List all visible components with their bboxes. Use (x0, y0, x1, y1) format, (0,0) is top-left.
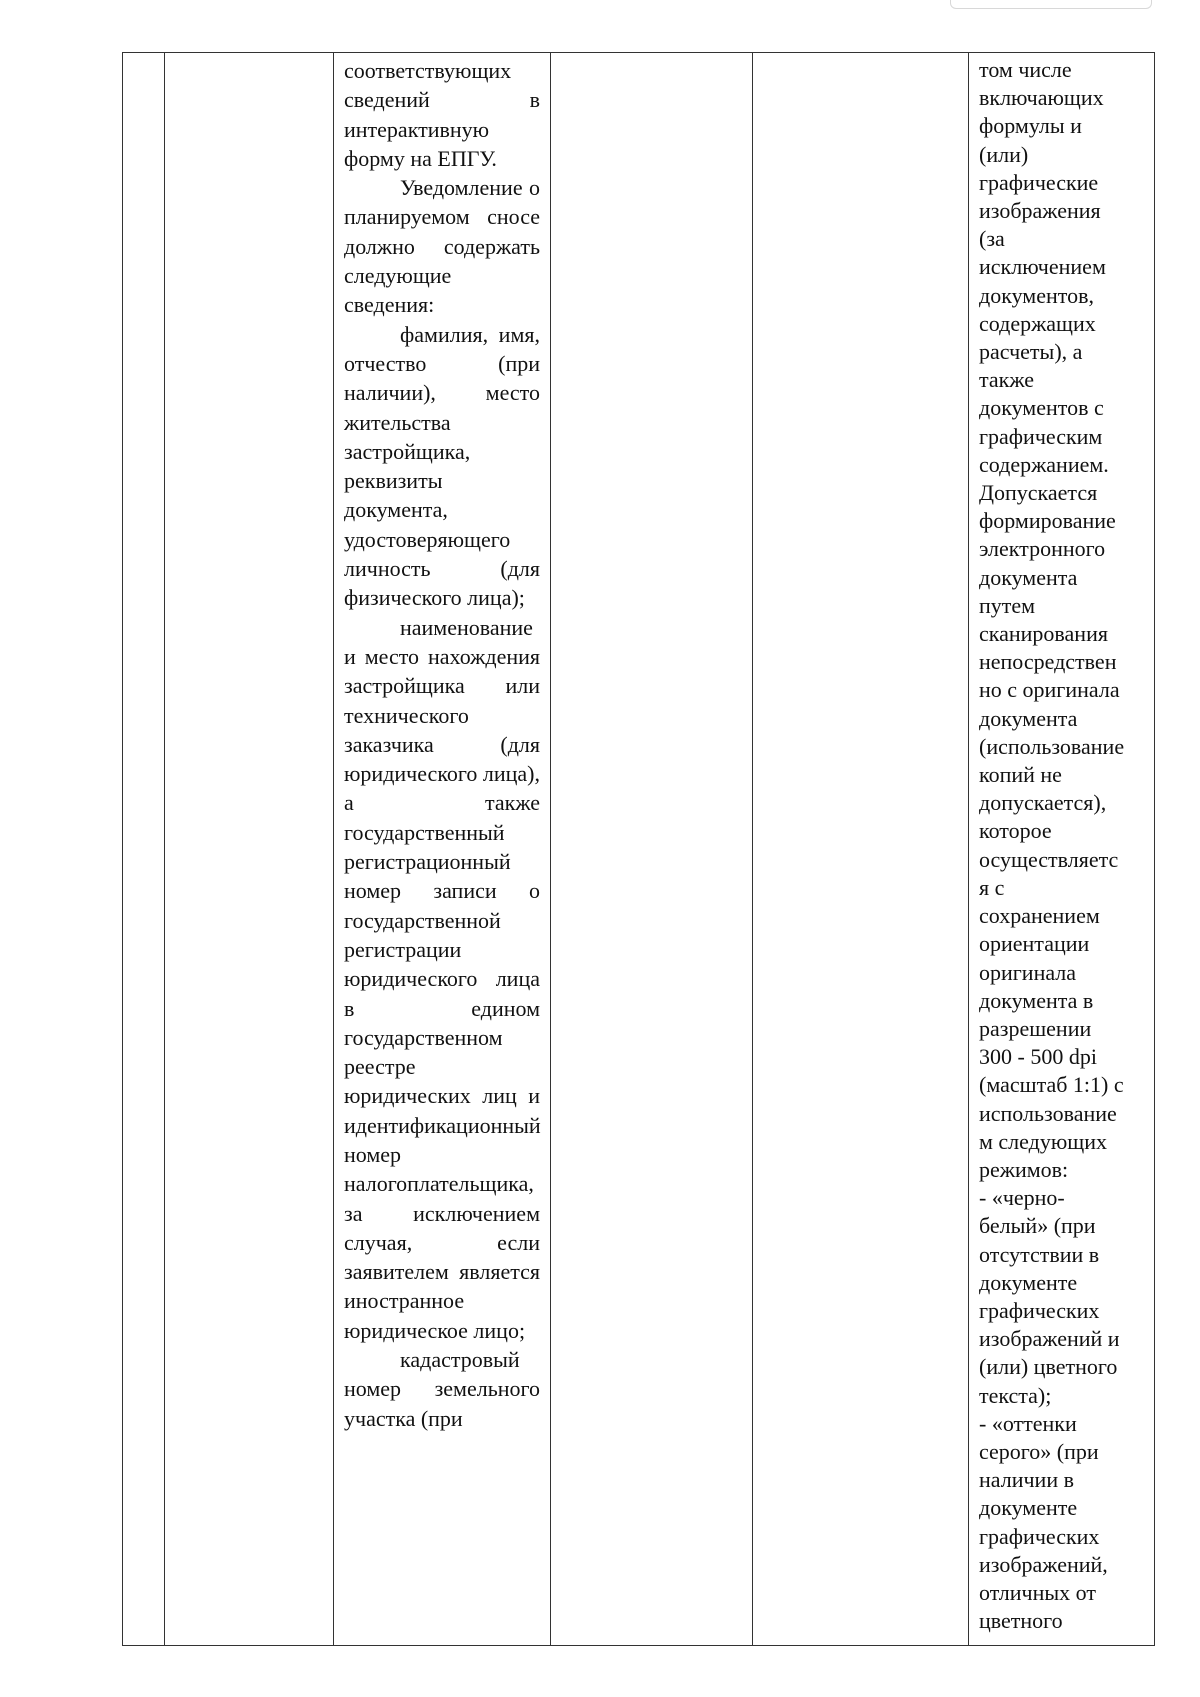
col6-line: содержанием. (979, 451, 1109, 477)
col6-line: серого» (при (979, 1438, 1099, 1464)
col6-line: использование (979, 1100, 1117, 1126)
col6-line: 300 - 500 dpi (979, 1044, 1097, 1070)
col6-line: я с (979, 874, 1005, 900)
col6-line: документа (979, 705, 1078, 731)
col6-line: формирование (979, 508, 1116, 534)
col6-line: белый» (при (979, 1213, 1096, 1239)
col6-line: документов, (979, 282, 1094, 308)
col6-line: изображения (979, 198, 1101, 224)
col6-line: (или) (979, 141, 1029, 167)
col6-line: разрешении (979, 1015, 1092, 1041)
col6-line: режимов: (979, 1156, 1069, 1182)
col6-line: графических (979, 1523, 1100, 1549)
col6-line: допускается), (979, 790, 1107, 816)
table-row (123, 53, 1155, 1646)
col6-line: документа в (979, 987, 1094, 1013)
col6-line: - «черно- (979, 1185, 1065, 1211)
col6-line: формулы и (979, 113, 1082, 139)
col6-line: оригинала (979, 959, 1077, 985)
col6-line: документа (979, 564, 1078, 590)
col6-line: (или) цветного (979, 1354, 1118, 1380)
col6-line: документе (979, 1269, 1078, 1295)
col6-line: графических (979, 1297, 1100, 1323)
col6-line: расчеты), а (979, 339, 1083, 365)
col3-paragraph: наименование и место нахождения застройщика или технического заказчика (для юридического лица), а также государственный регистрационный номер записи о государственной регистрации юридического лица в едином государственном реестре юридических лиц и идентификационный номер налогоплательщика, за исключением случая, если заявителем является иностранное юридическое лицо; (344, 614, 541, 1343)
col6-line: ориентации (979, 931, 1090, 957)
col6-text (969, 53, 1154, 1635)
col3-paragraph: соответствующих сведений в интерактивную форму на ЕПГУ. (344, 58, 540, 171)
col6-line: Допускается (979, 480, 1098, 506)
table-cell-col5 (753, 53, 969, 1646)
document-table (122, 52, 1155, 1646)
col6-line: наличии в (979, 1467, 1074, 1493)
col6-line: документе (979, 1495, 1078, 1521)
table-cell-col6 (969, 53, 1155, 1646)
col6-line: которое (979, 818, 1052, 844)
col3-paragraph: фамилия, имя, отчество (при наличии), место жительства застройщика, реквизиты документа, удостоверяющего личность (для физического лица); (344, 321, 540, 611)
col6-line: отсутствии в (979, 1241, 1100, 1267)
table-cell-col2 (165, 53, 334, 1646)
col6-line: отличных от (979, 1579, 1096, 1605)
col6-line: графические (979, 169, 1099, 195)
col6-line: цветного (979, 1608, 1063, 1634)
col6-line: (за (979, 226, 1005, 252)
table-cell-col3 (334, 53, 551, 1646)
table-cell-col4 (551, 53, 753, 1646)
col6-line: изображений, (979, 1551, 1108, 1577)
col6-line: электронного (979, 536, 1106, 562)
col6-line: текста); (979, 1382, 1052, 1408)
col6-line: осуществляетс (979, 846, 1119, 872)
col6-line: - «оттенки (979, 1410, 1077, 1436)
col6-line: но с оригинала (979, 677, 1120, 703)
col6-line: путем (979, 592, 1036, 618)
table-cell-col1 (123, 53, 165, 1646)
col6-line: непосредствен (979, 649, 1117, 675)
col6-line: (использование (979, 733, 1125, 759)
col6-line: содержащих (979, 310, 1096, 336)
col3-paragraph: кадастровый номер земельного участка (при (344, 1347, 540, 1431)
col3-text (334, 53, 550, 1433)
page-header-mark (950, 0, 1152, 9)
col6-line: изображений и (979, 1326, 1120, 1352)
col6-line: м следующих (979, 1128, 1107, 1154)
col6-line: том числе (979, 57, 1072, 82)
col6-line: исключением (979, 254, 1106, 280)
col6-line: сохранением (979, 903, 1100, 929)
col6-line: копий не (979, 762, 1062, 788)
col6-line: документов с (979, 395, 1104, 421)
col6-line: (масштаб 1:1) с (979, 1072, 1124, 1098)
col6-line: графическим (979, 423, 1103, 449)
col6-line: также (979, 367, 1035, 393)
col6-line: сканирования (979, 621, 1108, 647)
col6-line: включающих (979, 85, 1104, 111)
col3-paragraph: Уведомление о планируемом сносе должно содержать следующие сведения: (344, 175, 540, 318)
